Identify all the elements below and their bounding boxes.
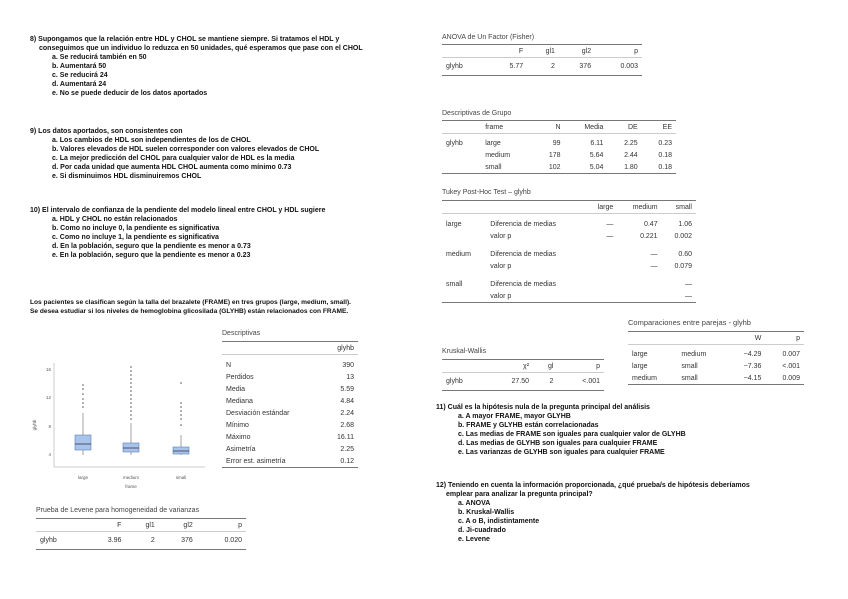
cell: 0.18 [658, 163, 672, 171]
question-9 [30, 127, 420, 181]
option: a. A mayor FRAME, mayor GLYHB [458, 413, 571, 420]
tukey-title: Tukey Post-Hoc Test – glyhb [442, 189, 531, 196]
option: d. Aumentará 24 [52, 81, 107, 88]
descriptivas-table [222, 330, 358, 468]
cell: 2.25 [624, 139, 638, 147]
x-tick: large [77, 475, 89, 480]
cell: 0.009 [782, 374, 800, 382]
cell: 16.11 [337, 433, 354, 441]
box-small [173, 382, 189, 455]
cell: −7.36 [743, 362, 762, 370]
option: c. La mejor predicción del CHOL para cualquier valor de HDL es la media [52, 155, 295, 162]
cell: large [485, 139, 501, 147]
row-sublabel: valor p [490, 232, 512, 240]
cell: 2 [551, 63, 555, 70]
cell [586, 260, 618, 272]
comparaciones-table [628, 318, 804, 385]
cell: 5.59 [340, 385, 354, 393]
column-header: p [238, 521, 242, 529]
cell: 3.96 [107, 537, 122, 544]
y-tick: 4 [48, 452, 51, 457]
cell: medium [632, 374, 657, 382]
option: a. ANOVA [458, 500, 491, 507]
question-8 [30, 35, 420, 98]
question-12-stem-cont: emplear para analizar la pregunta principal? [446, 491, 593, 498]
cell: small [681, 362, 698, 370]
tukey-table [442, 189, 696, 303]
column-header: W [754, 334, 762, 342]
cell: 0.23 [658, 139, 672, 147]
cell: 1.80 [624, 163, 638, 171]
column-header: N [555, 123, 561, 131]
question-10-stem: 10) El intervalo de confianza de la pendiente del modelo lineal entre CHOL y HDL sugiere [30, 207, 326, 214]
question-9-stem: 9) Los datos aportados, son consistentes con [30, 128, 183, 135]
cell: 2.44 [624, 151, 638, 159]
cell: — [650, 262, 658, 270]
boxplot-chart [30, 355, 210, 495]
question-12-stem: 12) Teniendo en cuenta la información proporcionada, ¿qué prueba/s de hipótesis deberíamos [436, 482, 750, 489]
option: d. Por cada unidad que aumenta HDL CHOL aumenta como mínimo 0.73 [52, 164, 292, 171]
column-header: EE [662, 123, 672, 131]
cell: 0.003 [620, 63, 638, 70]
row-label: N [226, 361, 232, 369]
row-label: Mediana [226, 397, 253, 405]
cell: 178 [548, 151, 561, 159]
row-label: glyhb [446, 139, 463, 147]
row-label: Mínimo [226, 421, 249, 429]
row-sublabel: Diferencia de medias [490, 250, 557, 258]
cell: medium [485, 151, 511, 159]
cell: 0.007 [782, 350, 800, 358]
cell: 0.60 [678, 250, 692, 258]
question-8-stem: 8) Supongamos que la relación entre HDL y CHOL se mantiene siempre. Si tratamos el HDL y [30, 36, 340, 43]
column-header: glyhb [337, 344, 354, 352]
option: e. En la población, seguro que la pendiente es menor a 0.23 [52, 252, 251, 259]
cell: — [685, 292, 692, 300]
box-medium [123, 366, 139, 455]
column-header: medium [632, 203, 658, 211]
column-header: F [518, 47, 524, 55]
cell: 0.18 [658, 151, 672, 159]
row-sublabel: Diferencia de medias [490, 280, 557, 288]
row-sublabel: valor p [490, 262, 512, 270]
cell: — [685, 280, 692, 288]
cell: medium [681, 350, 707, 358]
descriptivas-grupo-table [442, 110, 676, 174]
cell: 5.77 [509, 63, 524, 70]
cell: 376 [181, 537, 193, 544]
column-header: gl2 [581, 47, 592, 55]
option: c. Como no incluye 1, la pendiente es significativa [52, 234, 219, 241]
column-header: large [597, 203, 614, 211]
option: b. Kruskal-Wallis [458, 509, 515, 516]
cell: 2.25 [340, 445, 354, 453]
cell: 0.221 [640, 232, 658, 240]
row-label: large [446, 220, 462, 228]
row-sublabel: Diferencia de medias [490, 220, 557, 228]
intro-line-2: Se desea estudiar si los niveles de hemoglobina glicosilada (GLYHB) están relacionados con FRAME. [30, 308, 349, 315]
descgrupo-title: Descriptivas de Grupo [442, 110, 512, 117]
kruskal-table [442, 348, 604, 391]
option: a. HDL y CHOL no están relacionados [52, 216, 178, 223]
option: d. Ji-cuadrado [458, 527, 506, 534]
cell: 0.47 [643, 220, 658, 228]
cell [586, 242, 618, 260]
option: b. Como no incluye 0, la pendiente es significativa [52, 225, 220, 232]
cell [586, 272, 618, 290]
column-header: gl [547, 362, 554, 370]
cell [586, 290, 618, 303]
option: c. Se reducirá 24 [52, 72, 108, 79]
levene-title: Prueba de Levene para homogeneidad de varianzas [36, 507, 200, 514]
cell: — [606, 220, 614, 228]
row-label: Media [226, 385, 246, 393]
question-11-stem: 11) Cuál es la hipótesis nula de la pregunta principal del análisis [436, 404, 650, 411]
option: e. No se puede deducir de los datos aportados [52, 90, 208, 97]
cell: 0.002 [674, 232, 692, 240]
option: a. Se reducirá también en 50 [52, 54, 147, 61]
cell: 2 [549, 378, 554, 385]
option: c. Las medias de FRAME son iguales para cualquier valor de GLYHB [458, 431, 686, 438]
cell: 0.12 [340, 457, 354, 465]
row-label: Perdidos [226, 373, 254, 381]
option: b. Aumentará 50 [52, 63, 107, 70]
cell: 13 [346, 373, 354, 381]
comparaciones-title: Comparaciones entre parejas - glyhb [628, 318, 751, 327]
option: e. Si disminuimos HDL disminuiremos CHOL [52, 173, 202, 180]
cell: 6.11 [590, 139, 604, 147]
option: c. A o B, indistintamente [458, 518, 540, 525]
anova-title: ANOVA de Un Factor (Fisher) [442, 34, 535, 41]
row-label: Asimetría [226, 445, 256, 453]
row-sublabel: valor p [490, 292, 512, 300]
cell: 102 [548, 163, 561, 171]
option: b. Valores elevados de HDL suelen corresponder con valores elevados de CHOL [52, 146, 320, 153]
cell: 99 [552, 139, 561, 147]
cell: 390 [342, 361, 354, 369]
cell: 0.020 [224, 537, 242, 544]
cell: 4.84 [340, 397, 354, 405]
column-header: F [117, 521, 122, 529]
column-header: gl1 [545, 47, 555, 55]
cell: 0.079 [674, 262, 692, 270]
cell: 5.04 [589, 163, 604, 171]
cell: <.001 [582, 378, 600, 385]
option: d. Las medias de GLYHB son iguales para cualquier FRAME [458, 440, 658, 447]
y-axis-label: glyhb [32, 419, 37, 431]
y-tick: 12 [45, 395, 51, 400]
levene-table [36, 507, 246, 550]
column-header: frame [485, 123, 504, 131]
cell: small [681, 374, 698, 382]
cell: 2.24 [340, 409, 354, 417]
cell: 1.06 [678, 220, 692, 228]
cell: 2 [150, 537, 155, 544]
row-label: glyhb [446, 378, 463, 385]
row-label: small [446, 280, 463, 288]
cell: large [632, 350, 648, 358]
column-header: p [796, 334, 800, 342]
cell: 376 [579, 63, 592, 70]
option: e. Las varianzas de GLYHB son iguales para cualquier FRAME [458, 449, 665, 456]
column-header: small [675, 203, 692, 211]
anova-table [442, 34, 642, 76]
cell: <.001 [782, 362, 800, 370]
cell: small [485, 163, 502, 171]
question-8-stem-cont: conseguimos que un individuo lo reduzca en 50 unidades, qué esperamos que pase con el CHOL [39, 45, 363, 52]
question-10 [30, 206, 420, 260]
cell [617, 290, 661, 303]
row-label: Error est. asimetría [226, 457, 286, 465]
option: d. En la población, seguro que la pendiente es menor a 0.73 [52, 243, 251, 250]
cell: large [632, 362, 648, 370]
row-label: Máximo [226, 433, 251, 441]
cell: 27.50 [511, 378, 530, 385]
x-tick: small [175, 475, 187, 480]
row-label: Desviación estándar [226, 409, 290, 417]
row-label: medium [446, 250, 471, 258]
intro-paragraph [30, 298, 351, 316]
option: e. Levene [458, 536, 490, 543]
question-12 [436, 481, 826, 544]
column-header: Media [584, 123, 604, 131]
cell [617, 272, 661, 290]
cell: −4.15 [743, 374, 762, 382]
row-label: glyhb [40, 537, 57, 544]
column-header: gl1 [145, 521, 155, 529]
column-header: p [634, 47, 638, 55]
y-tick: 16 [45, 367, 51, 372]
column-header: χ² [523, 362, 530, 370]
option: b. FRAME y GLYHB están correlacionadas [458, 422, 599, 429]
cell: −4.29 [743, 350, 762, 358]
x-axis-label: frame [125, 484, 137, 489]
cell: 2.68 [340, 421, 354, 429]
x-tick: medium [122, 475, 140, 480]
row-label: glyhb [446, 63, 463, 70]
column-header: DE [627, 123, 638, 131]
option: a. Los cambios de HDL son independientes de los de CHOL [52, 137, 251, 144]
column-header: gl2 [183, 521, 193, 529]
column-header: p [596, 362, 600, 370]
descriptivas-title: Descriptivas [222, 330, 261, 337]
cell: — [606, 232, 614, 240]
kruskal-title: Kruskal-Wallis [442, 348, 487, 355]
cell: 5.64 [589, 151, 604, 159]
question-11 [436, 403, 826, 457]
box-large [75, 384, 91, 455]
cell: — [650, 250, 658, 258]
intro-line-1: Los pacientes se clasifican según la talla del brazalete (FRAME) en tres grupos (large, medium, small). [30, 299, 351, 306]
y-tick: 8 [48, 424, 51, 429]
